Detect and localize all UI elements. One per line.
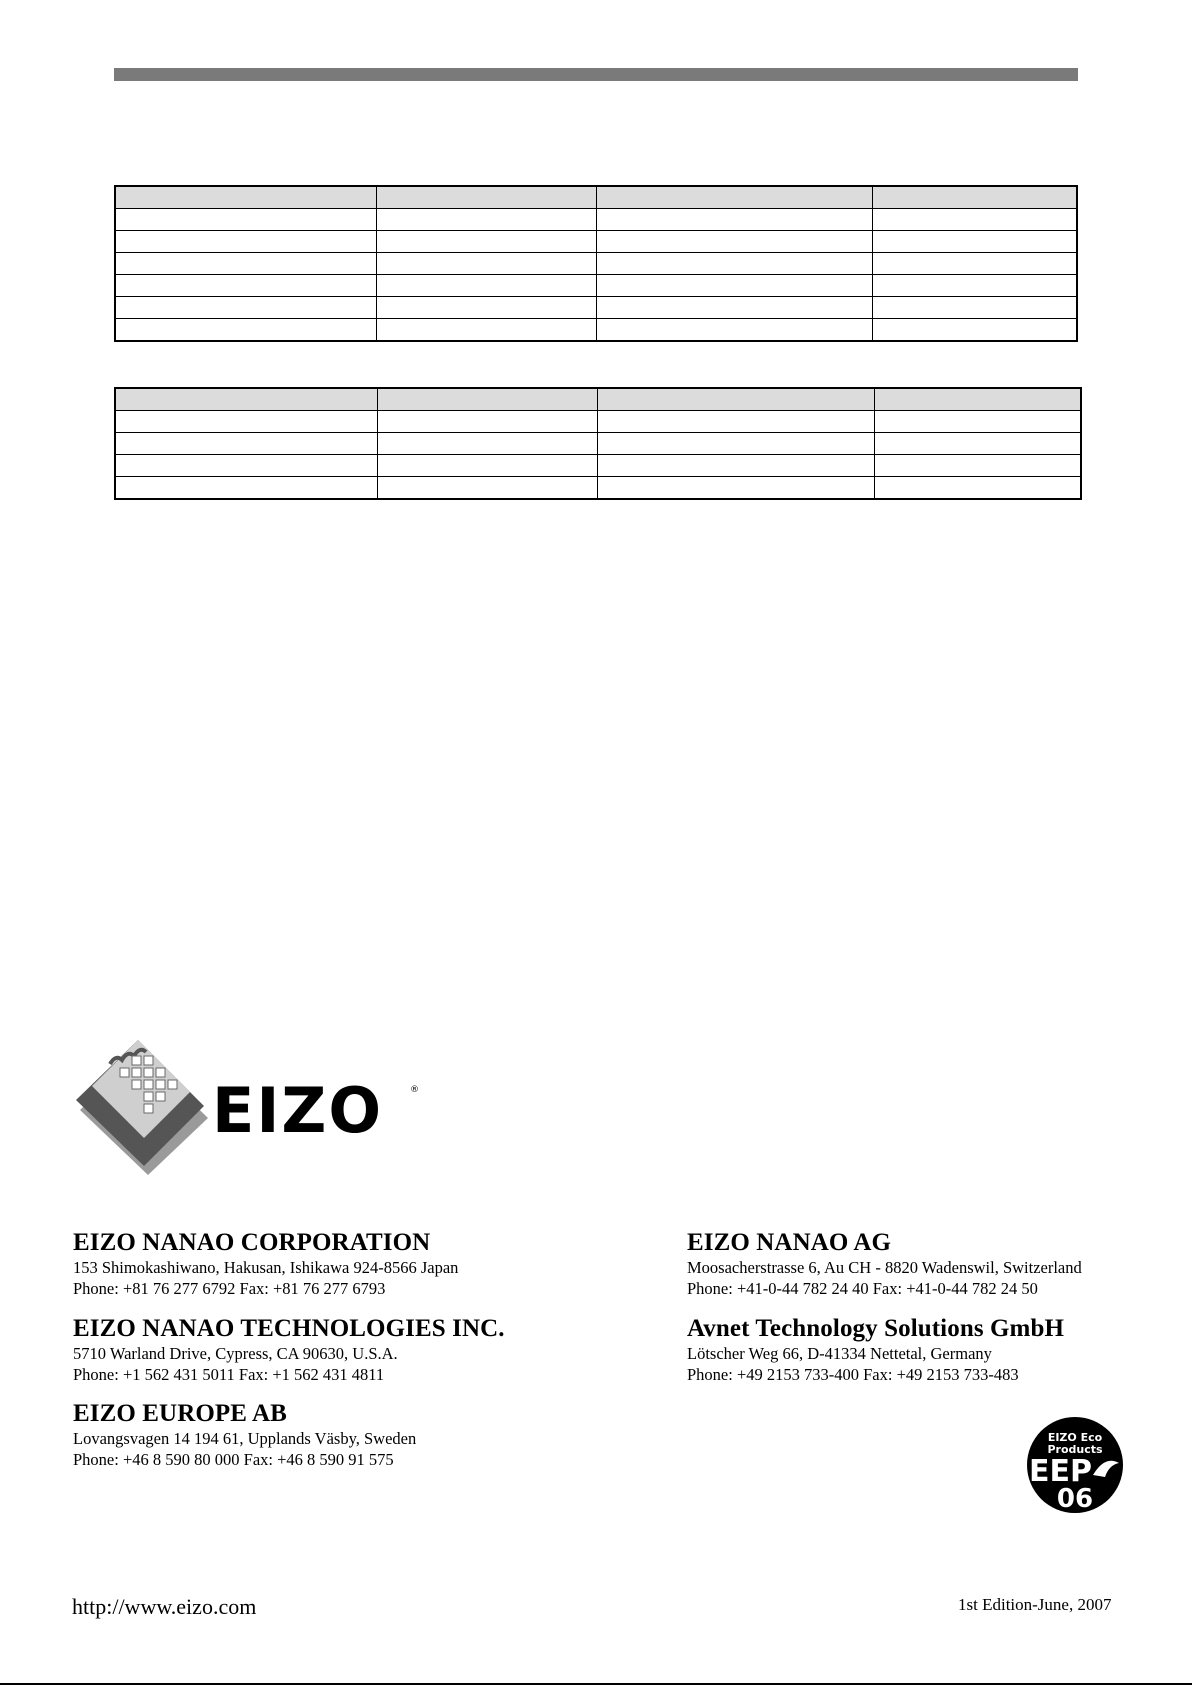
table-row [115, 319, 1077, 342]
table-row [115, 275, 1077, 297]
table-row [115, 477, 1081, 500]
edition-text: 1st Edition-June, 2007 [958, 1595, 1112, 1614]
company-contact: Phone: +41-0-44 782 24 40 Fax: +41-0-44 782 24 50 [687, 1279, 1038, 1298]
table-row [115, 411, 1081, 433]
company-address: 5710 Warland Drive, Cypress, CA 90630, U.S.A. [73, 1344, 398, 1363]
logo-wordmark: EIZO [212, 1074, 384, 1147]
company-contact: Phone: +1 562 431 5011 Fax: +1 562 431 4811 [73, 1365, 385, 1384]
company-name: EIZO EUROPE AB [73, 1400, 287, 1427]
company-block [687, 1229, 1082, 1299]
company-block [687, 1315, 1064, 1385]
company-address: Moosacherstrasse 6, Au CH - 8820 Wadenswil, Switzerland [687, 1258, 1082, 1277]
company-name: Avnet Technology Solutions GmbH [687, 1315, 1065, 1342]
company-block [73, 1400, 416, 1470]
badge-line-1: EIZO Eco [1047, 1431, 1103, 1444]
company-contact: Phone: +81 76 277 6792 Fax: +81 76 277 6793 [73, 1279, 386, 1298]
company-contact: Phone: +49 2153 733-400 Fax: +49 2153 733-483 [687, 1365, 1019, 1384]
badge-line-2: Products [1047, 1443, 1103, 1456]
registered-mark: ® [410, 1085, 419, 1095]
table-row [115, 455, 1081, 477]
company-address: Lovangsvagen 14 194 61, Upplands Väsby, Sweden [73, 1429, 417, 1448]
company-block [73, 1229, 458, 1299]
badge-mark: EEP [1029, 1454, 1092, 1489]
table-header-row [115, 186, 1077, 209]
company-name: EIZO NANAO AG [687, 1229, 892, 1256]
eco-products-badge [1025, 1415, 1125, 1515]
company-block [73, 1315, 505, 1385]
company-contact: Phone: +46 8 590 80 000 Fax: +46 8 590 91 575 [73, 1450, 394, 1469]
table-row [115, 253, 1077, 275]
website-link[interactable]: http://www.eizo.com [72, 1594, 257, 1619]
blank-table-2 [114, 387, 1082, 500]
company-name: EIZO NANAO TECHNOLOGIES INC. [73, 1315, 505, 1342]
company-address: Lötscher Weg 66, D-41334 Nettetal, Germany [687, 1344, 992, 1363]
blank-table-1 [114, 185, 1078, 342]
eizo-logo [70, 1030, 430, 1175]
company-name: EIZO NANAO CORPORATION [73, 1229, 431, 1256]
company-address: 153 Shimokashiwano, Hakusan, Ishikawa 924-8566 Japan [73, 1258, 459, 1277]
badge-number: 06 [1056, 1484, 1094, 1514]
table-row [115, 231, 1077, 253]
table-row [115, 433, 1081, 455]
table-row [115, 297, 1077, 319]
table-header-row [115, 388, 1081, 411]
header-bar [114, 68, 1078, 81]
table-row [115, 209, 1077, 231]
